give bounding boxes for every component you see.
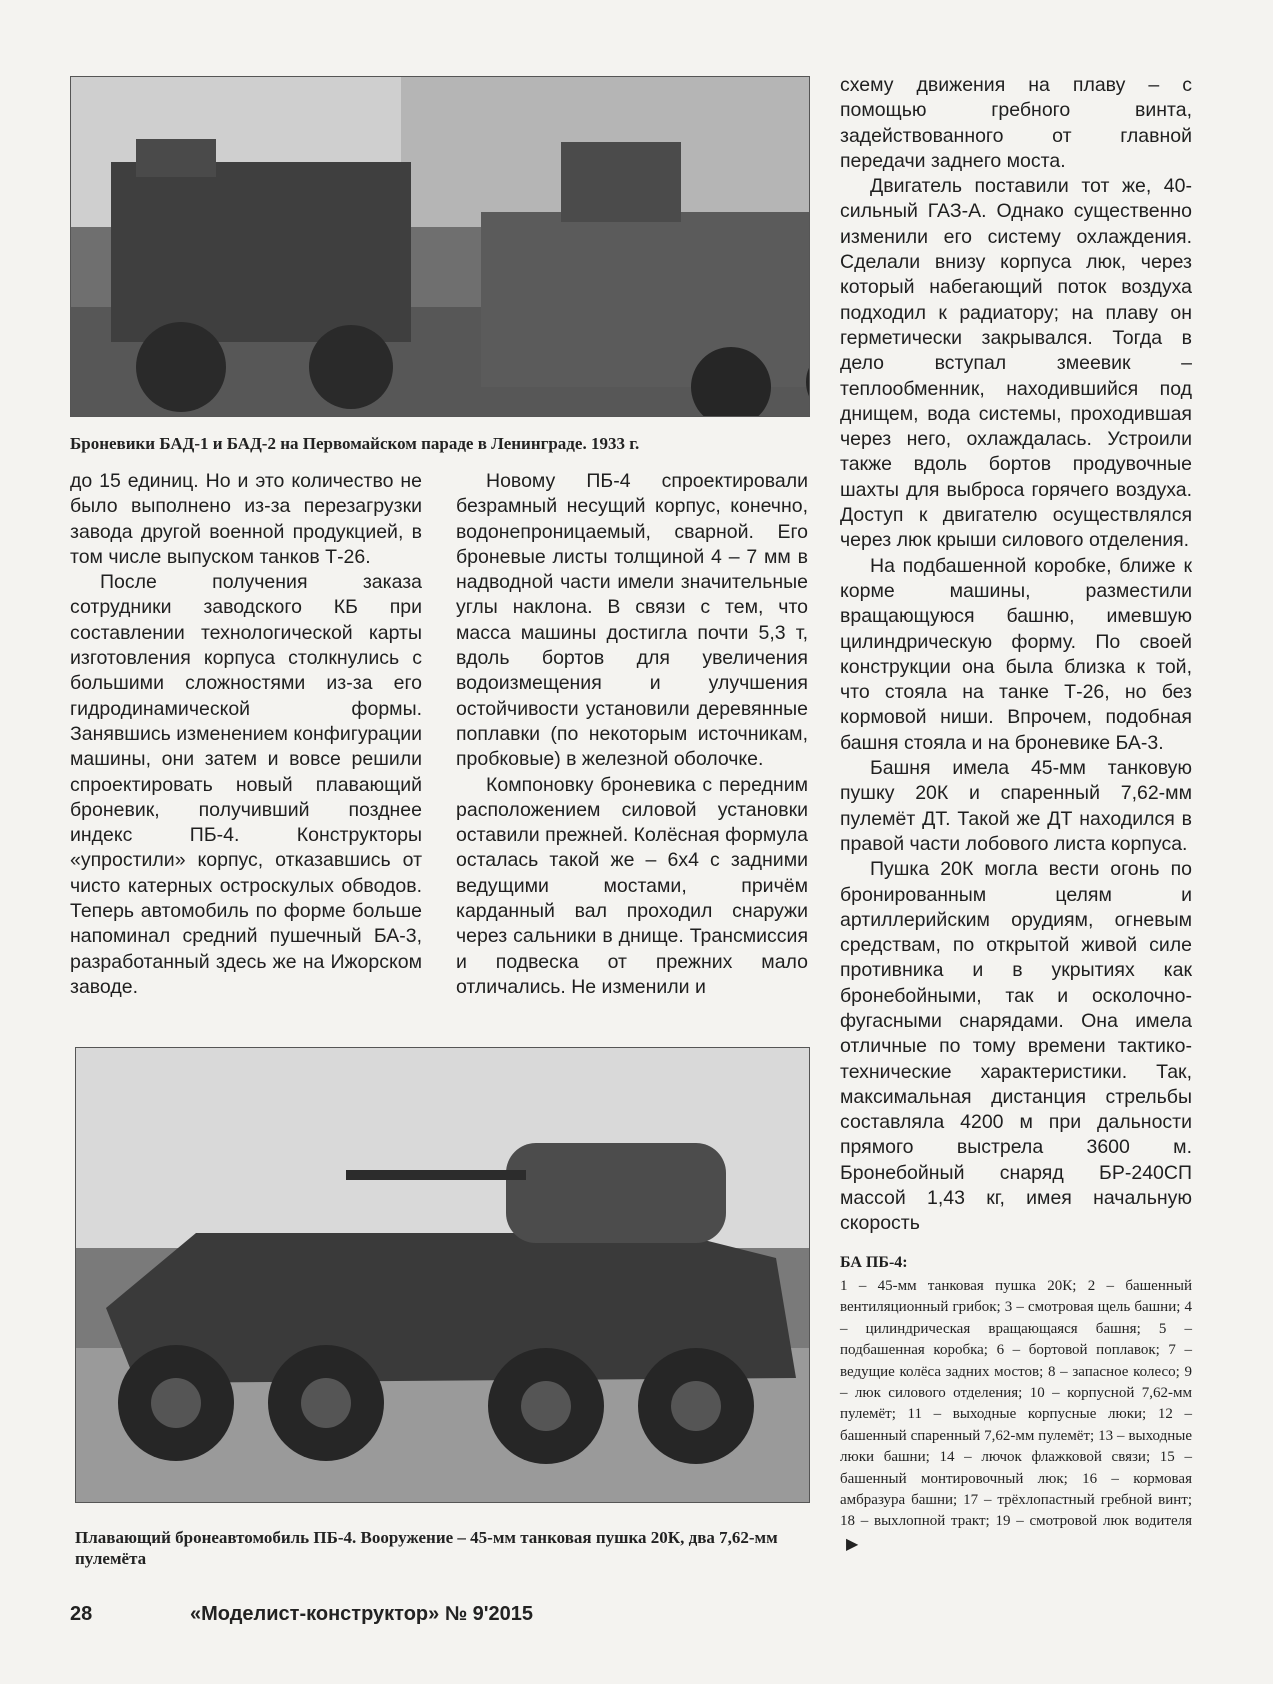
text-column-middle [456, 469, 808, 1000]
photo-armored-cars-parade [70, 76, 810, 417]
page-number: 28 [70, 1603, 93, 1625]
paragraph: Двигатель поставили тот же, 40-сильный ГАЗ-А. Однако существенно изменили его систему охлаждения. Сделали внизу корпуса люк, через который набегающий поток воздуха подходил к радиатору; на плаву он герметически закрывался. Тогда в дело вступал змеевик – теплообменник, находившийся под днищем, вода системы, проходившая через него, охлаждалась. Устроили также вдоль бортов продувочные шахты для выброса горячего воздуха. Доступ к двигателю осуществлялся через люк крыши силового отделения. [840, 175, 1192, 552]
legend-body: 1 – 45-мм танковая пушка 20К; 2 – башенный вентиляционный грибок; 3 – смотровая щель башни; 4 – цилиндрическая вращающаяся башня; 5 – подбашенная коробка; 6 – бортовой поплавок; 7 – ведущие колёса задних мостов; 8 – запасное колесо; 9 – люк силового отделения; 10 – корпусной 7,62-мм пулемёт; 11 – выходные корпусные люки; 12 – башенный спаренный 7,62-мм пулемёт; 13 – выходные люки башни; 14 – лючок флажковой связи; 15 – башенный монтировочный люк; 16 – кормовая амбразура башни; 17 – трёхлопастный гребной винт; 18 – выхлопной тракт; 19 – смотровой люк водителя [840, 1278, 1192, 1530]
paragraph: Новому ПБ-4 спроектировали безрамный несущий корпус, конечно, водонепроницаемый, сварной. Его броневые листы толщиной 4 – 7 мм в надводной части имели значительные углы наклона. В связи с тем, что масса машины достигла почти 5,3 т, вдоль бортов для увеличения водоизмещения и улучшения остойчивости установили деревянные поплавки (по некоторым источникам, пробковые) в железной оболочке. [456, 470, 808, 771]
paragraph: Компоновку броневика с передним расположением силовой установки оставили прежней. Колёсная формула осталась такой же – 6х4 с задними ведущими мостами, причём карданный вал проходил снаружи через сальники в днище. Трансмиссия и подвеска от прежних мало отличались. Не изменили и [456, 773, 808, 998]
legend-title: БА ПБ-4: [840, 1254, 908, 1271]
paragraph: Башня имела 45-мм танковую пушку 20К и спаренный 7,62-мм пулемёт ДТ. Такой же ДТ находился в правой части лобового листа корпуса. [840, 757, 1192, 855]
text-column-left [70, 469, 422, 1000]
photo-pb4-armored-car [75, 1047, 810, 1503]
photo2-caption: Плавающий бронеавтомобиль ПБ-4. Вооружение – 45-мм танковая пушка 20К, два 7,62-мм пулемёта [75, 1528, 778, 1568]
text-column-right [840, 73, 1192, 1237]
paragraph: На подбашенной коробке, ближе к корме машины, разместили вращающуюся башню, имевшую цилиндрическую форму. По своей конструкции она была близка к той, что стояла на танке Т-26, но без кормовой ниши. Впрочем, подобная башня стояла и на броневике БА-3. [840, 554, 1192, 754]
legend-text [840, 1276, 1192, 1556]
photo1-caption: Броневики БАД-1 и БАД-2 на Первомайском параде в Ленинграде. 1933 г. [70, 434, 640, 453]
paragraph: Пушка 20К могла вести огонь по бронированным целям и артиллерийским орудиям, огневым средствам, по открытой живой силе противника и в укрытиях как бронебойными, так и осколочно-фугасными снарядами. Она имела отличные по тому времени тактико-технические характеристики. Так, максимальная дистанция стрельбы составляла 4200 м при дальности прямого выстрела 3600 м. Бронебойный снаряд БР-240СП массой 1,43 кг, имея начальную скорость [840, 858, 1192, 1235]
continue-arrow-icon: ▶ [846, 1533, 859, 1553]
magazine-title: «Моделист-конструктор» № 9'2015 [190, 1603, 534, 1625]
paragraph: схему движения на плаву – с помощью гребного винта, задействованного от главной передачи заднего моста. [840, 74, 1192, 172]
paragraph: После получения заказа сотрудники заводского КБ при составлении технологической карты изготовления корпуса столкнулись с большими сложностями из-за его гидродинамической формы. Занявшись изменением конфигурации машины, они затем и вовсе решили спроектировать новый плавающий броневик, получивший позднее индекс ПБ-4. Конструкторы «упростили» корпус, отказавшись от чисто катерных остроскулых обводов. Теперь автомобиль по форме больше напоминал средний пушечный БА-3, разработанный здесь же на Ижорском заводе. [70, 571, 422, 998]
paragraph: до 15 единиц. Но и это количество не было выполнено из-за перезагрузки завода другой военной продукцией, в том числе выпуском танков Т-26. [70, 470, 422, 568]
